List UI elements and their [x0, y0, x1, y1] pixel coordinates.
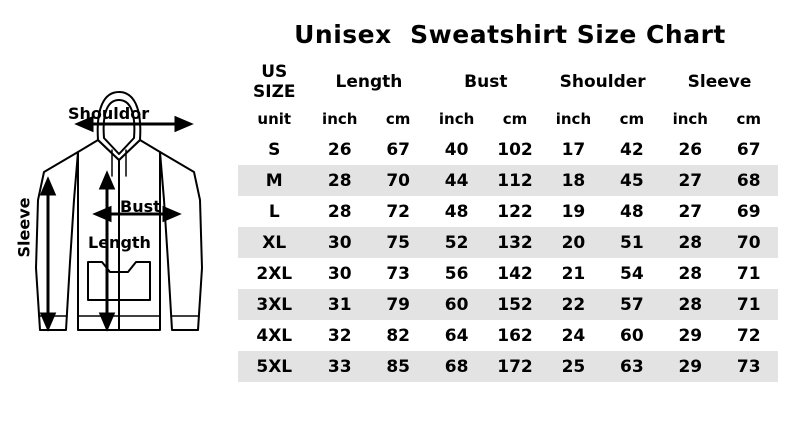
- measure-cell: 68: [720, 165, 779, 196]
- measure-cell: 162: [497, 325, 533, 346]
- label-shoulder: Shouldor: [68, 104, 150, 123]
- table-row: [238, 165, 778, 196]
- table-row: [238, 289, 778, 320]
- label-sleeve: Sleeve: [14, 197, 34, 258]
- measure-cell: 40: [444, 139, 469, 160]
- unit-cell: cm: [385, 110, 411, 128]
- measure-cell: 28: [327, 201, 352, 222]
- measure-cell: 48: [444, 201, 469, 222]
- measure-cell: 72: [736, 325, 761, 346]
- measure-cell: 28: [661, 227, 719, 258]
- measure-cell: 32: [327, 325, 352, 346]
- measure-cell: 57: [603, 289, 661, 320]
- label-bust: Bust: [120, 197, 161, 216]
- measure-cell: 71: [720, 289, 779, 320]
- measure-cell: 54: [620, 263, 644, 284]
- unit-header-row: [238, 104, 778, 134]
- page-title: Unisex Sweatshirt Size Chart: [294, 20, 726, 49]
- measure-cell: 68: [427, 351, 485, 382]
- measure-cell: 71: [736, 263, 761, 284]
- measure-cell: 112: [486, 165, 544, 196]
- table-body: [238, 134, 778, 382]
- hoodie-line-drawing-icon: [0, 0, 238, 417]
- measure-cell: 28: [311, 165, 369, 196]
- measure-cell: 26: [327, 139, 352, 160]
- size-cell: 3XL: [238, 289, 311, 320]
- unit-cell: inch: [672, 110, 708, 128]
- measure-cell: 44: [427, 165, 485, 196]
- measure-cell: 48: [620, 201, 644, 222]
- size-cell: M: [238, 165, 311, 196]
- measure-cell: 152: [486, 289, 544, 320]
- measure-cell: 67: [736, 139, 761, 160]
- unit-cell: cm: [736, 110, 762, 128]
- measure-cell: 79: [369, 289, 427, 320]
- measure-cell: 82: [386, 325, 410, 346]
- measure-cell: 70: [720, 227, 779, 258]
- group-header-sleeve: Sleeve: [687, 72, 752, 92]
- measure-cell: 60: [620, 325, 644, 346]
- measure-cell: 27: [661, 165, 719, 196]
- measure-cell: 33: [311, 351, 369, 382]
- size-chart-table: [238, 62, 778, 382]
- measure-cell: 20: [544, 227, 602, 258]
- size-cell: 5XL: [238, 351, 311, 382]
- size-cell: S: [268, 139, 281, 160]
- measure-cell: 60: [427, 289, 485, 320]
- measure-cell: 24: [561, 325, 586, 346]
- label-length: Length: [88, 233, 151, 252]
- group-header-bust: Bust: [464, 72, 508, 92]
- unit-cell: unit: [257, 110, 292, 128]
- measure-cell: 72: [386, 201, 410, 222]
- measure-cell: 27: [678, 201, 703, 222]
- measure-cell: 17: [561, 139, 586, 160]
- group-header-length: Length: [335, 72, 403, 92]
- measure-cell: 28: [661, 289, 719, 320]
- measure-cell: 42: [620, 139, 644, 160]
- measure-cell: 102: [497, 139, 533, 160]
- size-cell: 4XL: [256, 325, 293, 346]
- group-header-row: [238, 62, 778, 104]
- table-row: [238, 320, 778, 351]
- measure-cell: 19: [561, 201, 586, 222]
- measure-cell: 26: [678, 139, 703, 160]
- measure-cell: 30: [311, 227, 369, 258]
- group-header-size: US SIZE: [253, 62, 296, 102]
- table-row: [238, 196, 778, 227]
- measure-cell: 29: [678, 325, 703, 346]
- unit-cell: cm: [502, 110, 528, 128]
- measure-cell: 142: [497, 263, 533, 284]
- unit-cell: inch: [322, 110, 358, 128]
- measure-cell: 51: [603, 227, 661, 258]
- size-cell: 2XL: [256, 263, 293, 284]
- table-row: [238, 227, 778, 258]
- measure-cell: 63: [603, 351, 661, 382]
- measure-cell: 52: [427, 227, 485, 258]
- table-row: [238, 258, 778, 289]
- table-head: [238, 62, 778, 134]
- measure-cell: 75: [369, 227, 427, 258]
- measure-cell: 172: [486, 351, 544, 382]
- size-cell: XL: [238, 227, 311, 258]
- table-row: [238, 134, 778, 165]
- hoodie-illustration: [0, 0, 238, 417]
- measure-cell: 29: [661, 351, 719, 382]
- measure-cell: 28: [678, 263, 703, 284]
- measure-cell: 73: [386, 263, 410, 284]
- unit-cell: inch: [438, 110, 475, 128]
- size-cell: L: [268, 201, 280, 222]
- measure-cell: 85: [369, 351, 427, 382]
- measure-cell: 45: [603, 165, 661, 196]
- measure-cell: 18: [544, 165, 602, 196]
- measure-cell: 122: [497, 201, 533, 222]
- measure-cell: 73: [720, 351, 779, 382]
- measure-cell: 56: [444, 263, 469, 284]
- group-header-shoulder: Shoulder: [559, 72, 646, 92]
- measure-cell: 132: [486, 227, 544, 258]
- measure-cell: 30: [327, 263, 352, 284]
- measure-cell: 21: [561, 263, 586, 284]
- measure-cell: 31: [311, 289, 369, 320]
- measure-cell: 25: [544, 351, 602, 382]
- unit-cell: cm: [619, 110, 645, 128]
- measure-cell: 70: [369, 165, 427, 196]
- measure-cell: 69: [736, 201, 761, 222]
- measure-cell: 64: [444, 325, 469, 346]
- measure-cell: 22: [544, 289, 602, 320]
- unit-cell: inch: [555, 110, 592, 128]
- table-row: [238, 351, 778, 382]
- measure-cell: 67: [386, 139, 410, 160]
